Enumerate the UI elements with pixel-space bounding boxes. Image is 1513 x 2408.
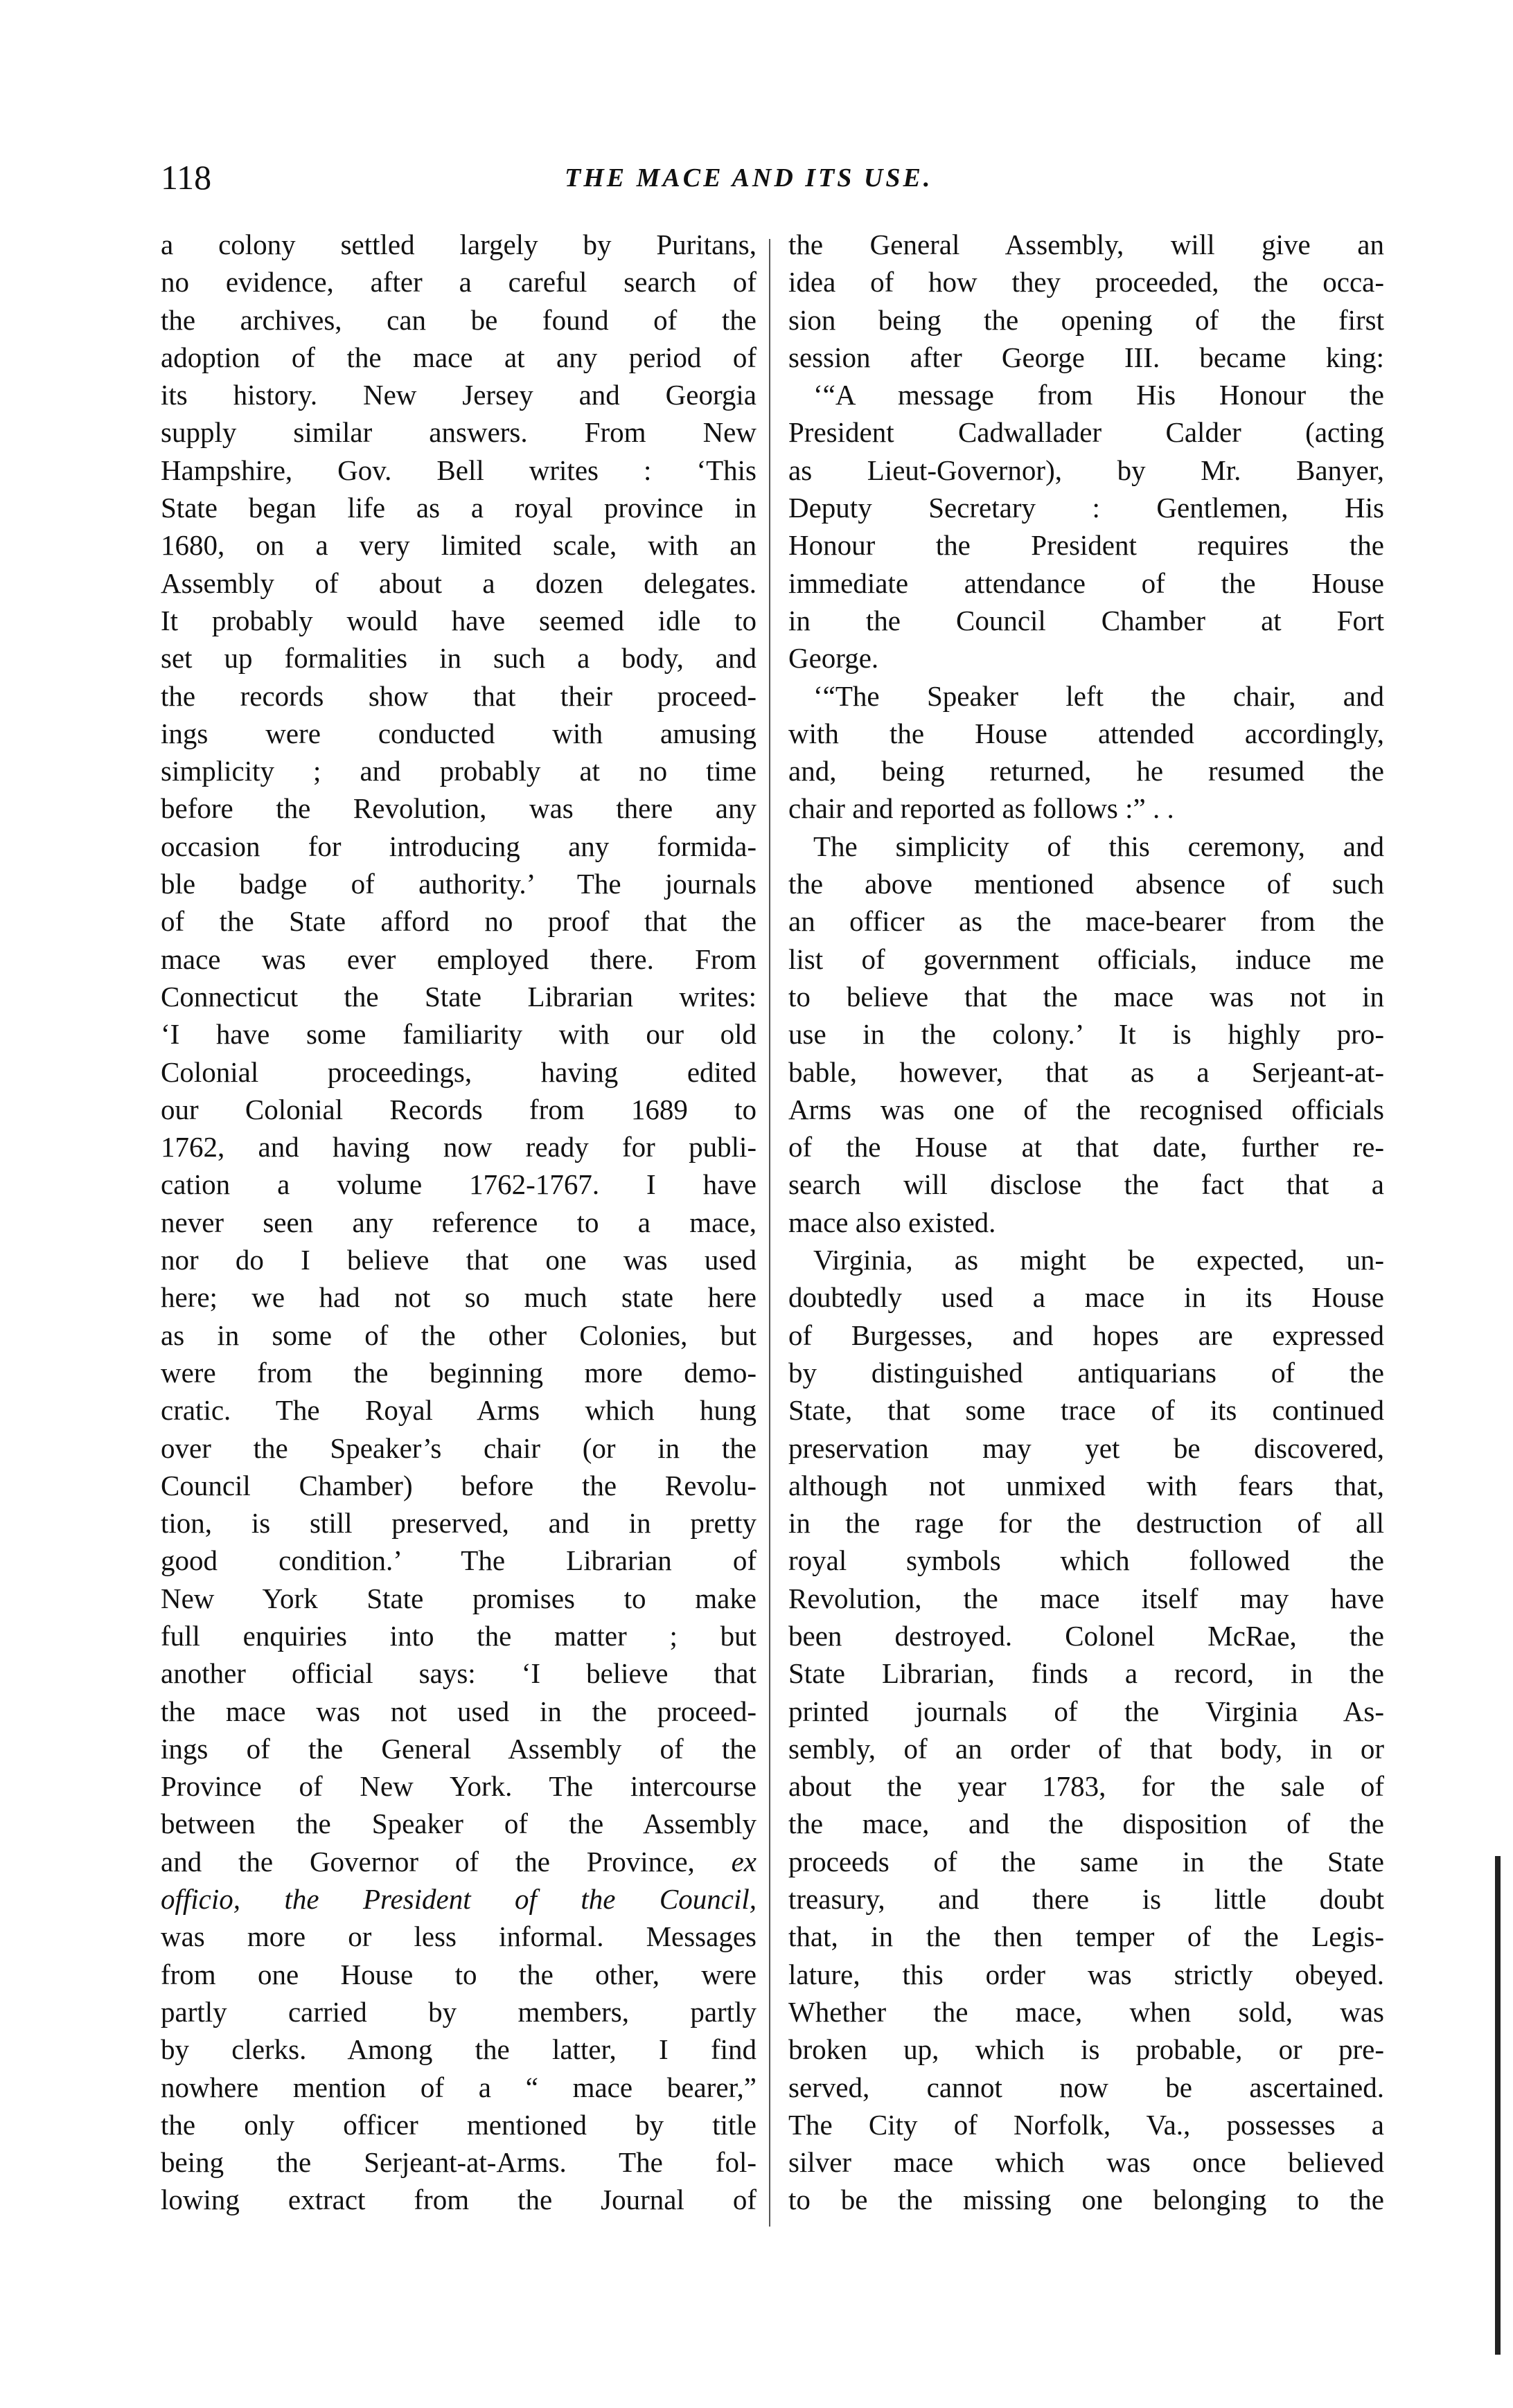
text-line: tion, is still preserved, and in pretty — [161, 1507, 756, 1540]
text-line: an officer as the mace-bearer from the — [788, 905, 1384, 938]
text-line: President Cadwallader Calder (acting — [788, 416, 1384, 449]
text-line: sembly, of an order of that body, in or — [788, 1732, 1384, 1765]
text-line: lowing extract from the Journal of — [161, 2184, 756, 2216]
text-line: It probably would have seemed idle to — [161, 604, 756, 636]
text-line: between the Speaker of the Assembly — [161, 1808, 756, 1840]
text-line: never seen any reference to a mace, — [161, 1206, 756, 1238]
text-line: Honour the President requires the — [788, 529, 1384, 562]
text-line: over the Speaker’s chair (or in the — [161, 1432, 756, 1464]
text-line: partly carried by members, partly — [161, 1995, 756, 2028]
text-line: of Burgesses, and hopes are expressed — [788, 1319, 1384, 1351]
text-line: cratic. The Royal Arms which hung — [161, 1394, 756, 1427]
text-line: adoption of the mace at any period of — [161, 341, 756, 373]
text-line: with the House attended accordingly, — [788, 717, 1384, 749]
text-line: printed journals of the Virginia As- — [788, 1695, 1384, 1727]
text-line: Assembly of about a dozen delegates. — [161, 567, 756, 599]
text-line: Whether the mace, when sold, was — [788, 1995, 1384, 2028]
text-fragment: and the Governor of the Province, — [161, 1845, 695, 1878]
text-line: here; we had not so much state here — [161, 1281, 756, 1314]
text-line: ‘I have some familiarity with our old — [161, 1018, 756, 1051]
text-line: cation a volume 1762-1767. I have — [161, 1168, 756, 1201]
text-line: the only officer mentioned by title — [161, 2108, 756, 2141]
text-line: ‘“A message from His Honour the — [813, 379, 1384, 411]
text-line: George. — [788, 642, 879, 675]
text-line: the mace, and the disposition of the — [788, 1808, 1384, 1840]
text-line: 1680, on a very limited scale, with an — [161, 529, 756, 562]
text-line: use in the colony.’ It is highly pro- — [788, 1018, 1384, 1051]
text-line: full enquiries into the matter ; but — [161, 1619, 756, 1652]
text-line: mace was ever employed there. From — [161, 943, 756, 975]
text-line: ings were conducted with amusing — [161, 717, 756, 749]
text-line: the General Assembly, will give an — [788, 229, 1384, 260]
text-line: preservation may yet be discovered, — [788, 1432, 1384, 1464]
text-line: Council Chamber) before the Revolu- — [161, 1469, 756, 1501]
text-line: were from the beginning more demo- — [161, 1356, 756, 1389]
text-line: session after George III. became king: — [788, 341, 1384, 373]
text-line: Connecticut the State Librarian writes: — [161, 980, 756, 1013]
text-line: as Lieut-Governor), by Mr. Banyer, — [788, 454, 1384, 486]
text-line: State began life as a royal province in — [161, 492, 756, 524]
text-line: served, cannot now be ascertained. — [788, 2071, 1384, 2103]
text-line: good condition.’ The Librarian of — [161, 1544, 756, 1577]
text-line: no evidence, after a careful search of — [161, 266, 756, 298]
text-line: the records show that their proceed- — [161, 679, 756, 712]
text-line: the mace was not used in the proceed- — [161, 1695, 756, 1727]
text-line: that, in the then temper of the Legis- — [788, 1920, 1384, 1953]
text-line: sion being the opening of the first — [788, 303, 1384, 336]
text-line — [161, 1880, 756, 1918]
text-line: mace also existed. — [788, 1206, 996, 1238]
text-line: search will disclose the fact that a — [788, 1168, 1384, 1201]
text-line: 1762, and having now ready for publi- — [161, 1131, 756, 1163]
text-line: New York State promises to make — [161, 1582, 756, 1614]
text-line: by clerks. Among the latter, I find — [161, 2033, 756, 2066]
text-line: the archives, can be found of the — [161, 303, 756, 336]
text-line: The City of Norfolk, Va., possesses a — [788, 2108, 1384, 2141]
text-line: a colony settled largely by Puritans, — [161, 229, 756, 260]
text-line: Arms was one of the recognised officials — [788, 1093, 1384, 1125]
text-line: before the Revolution, was there any — [161, 792, 756, 825]
text-line: State Librarian, finds a record, in the — [788, 1657, 1384, 1690]
text-line: in the rage for the destruction of all — [788, 1507, 1384, 1540]
text-line: list of government officials, induce me — [788, 943, 1384, 975]
text-line: bable, however, that as a Serjeant-at- — [788, 1055, 1384, 1088]
text-line: in the Council Chamber at Fort — [788, 604, 1384, 636]
right-column — [788, 226, 1384, 2219]
text-line: was more or less informal. Messages — [161, 1920, 756, 1953]
text-line: simplicity ; and probably at no time — [161, 755, 756, 787]
text-line: idea of how they proceeded, the occa- — [788, 266, 1384, 298]
text-line: being the Serjeant-at-Arms. The fol- — [161, 2146, 756, 2179]
text-line: Hampshire, Gov. Bell writes : ‘This — [161, 454, 756, 486]
text-line: of the State afford no proof that the — [161, 905, 756, 938]
text-line: to be the missing one belonging to the — [788, 2184, 1384, 2216]
italic-word: ex — [731, 1845, 756, 1878]
text-line: chair and reported as follows :” . . — [788, 792, 1174, 825]
text-line: Virginia, as might be expected, un- — [813, 1244, 1384, 1276]
text-line: State, that some trace of its continued — [788, 1394, 1384, 1427]
text-line: as in some of the other Colonies, but — [161, 1319, 756, 1351]
text-line: proceeds of the same in the State — [788, 1845, 1384, 1878]
text-line: supply similar answers. From New — [161, 416, 756, 449]
text-line: Colonial proceedings, having edited — [161, 1055, 756, 1088]
text-line: doubtedly used a mace in its House — [788, 1281, 1384, 1314]
text-line: by distinguished antiquarians of the — [788, 1356, 1384, 1389]
text-line: Revolution, the mace itself may have — [788, 1582, 1384, 1614]
page-number: 118 — [161, 158, 212, 197]
text-line: ble badge of authority.’ The journals — [161, 868, 756, 900]
text-line: royal symbols which followed the — [788, 1544, 1384, 1577]
text-line: The simplicity of this ceremony, and — [813, 830, 1384, 862]
text-line: its history. New Jersey and Georgia — [161, 379, 756, 411]
text-line: nor do I believe that one was used — [161, 1244, 756, 1276]
text-line: and, being returned, he resumed the — [788, 755, 1384, 787]
column-divider — [769, 239, 770, 2227]
text-line: been destroyed. Colonel McRae, the — [788, 1619, 1384, 1652]
text-line: Province of New York. The intercourse — [161, 1770, 756, 1803]
text-line: to believe that the mace was not in — [788, 980, 1384, 1013]
page-edge-shadow — [1495, 1856, 1501, 2355]
left-column — [161, 226, 756, 2219]
text-line: lature, this order was strictly obeyed. — [788, 1958, 1384, 1990]
text-line: broken up, which is probable, or pre- — [788, 2033, 1384, 2066]
text-line: set up formalities in such a body, and — [161, 642, 756, 675]
text-line: silver mace which was once believed — [788, 2146, 1384, 2179]
text-line-with-italic — [161, 1843, 756, 1880]
text-line: our Colonial Records from 1689 to — [161, 1093, 756, 1125]
text-line: another official says: ‘I believe that — [161, 1657, 756, 1690]
text-line: from one House to the other, were — [161, 1958, 756, 1990]
text-line: treasury, and there is little doubt — [788, 1883, 1384, 1916]
italic-line: officio, the President of the Council, — [161, 1883, 756, 1916]
running-title: THE MACE AND ITS USE. — [565, 163, 933, 193]
text-line: immediate attendance of the House — [788, 567, 1384, 599]
text-line: ‘“The Speaker left the chair, and — [813, 679, 1384, 712]
text-line: of the House at that date, further re- — [788, 1131, 1384, 1163]
text-line: the above mentioned absence of such — [788, 868, 1384, 900]
text-line: nowhere mention of a “ mace bearer,” — [161, 2071, 756, 2103]
text-line: ings of the General Assembly of the — [161, 1732, 756, 1765]
text-line: about the year 1783, for the sale of — [788, 1770, 1384, 1803]
text-line: Deputy Secretary : Gentlemen, His — [788, 492, 1384, 524]
text-line: although not unmixed with fears that, — [788, 1469, 1384, 1501]
text-line: occasion for introducing any formida- — [161, 830, 756, 862]
